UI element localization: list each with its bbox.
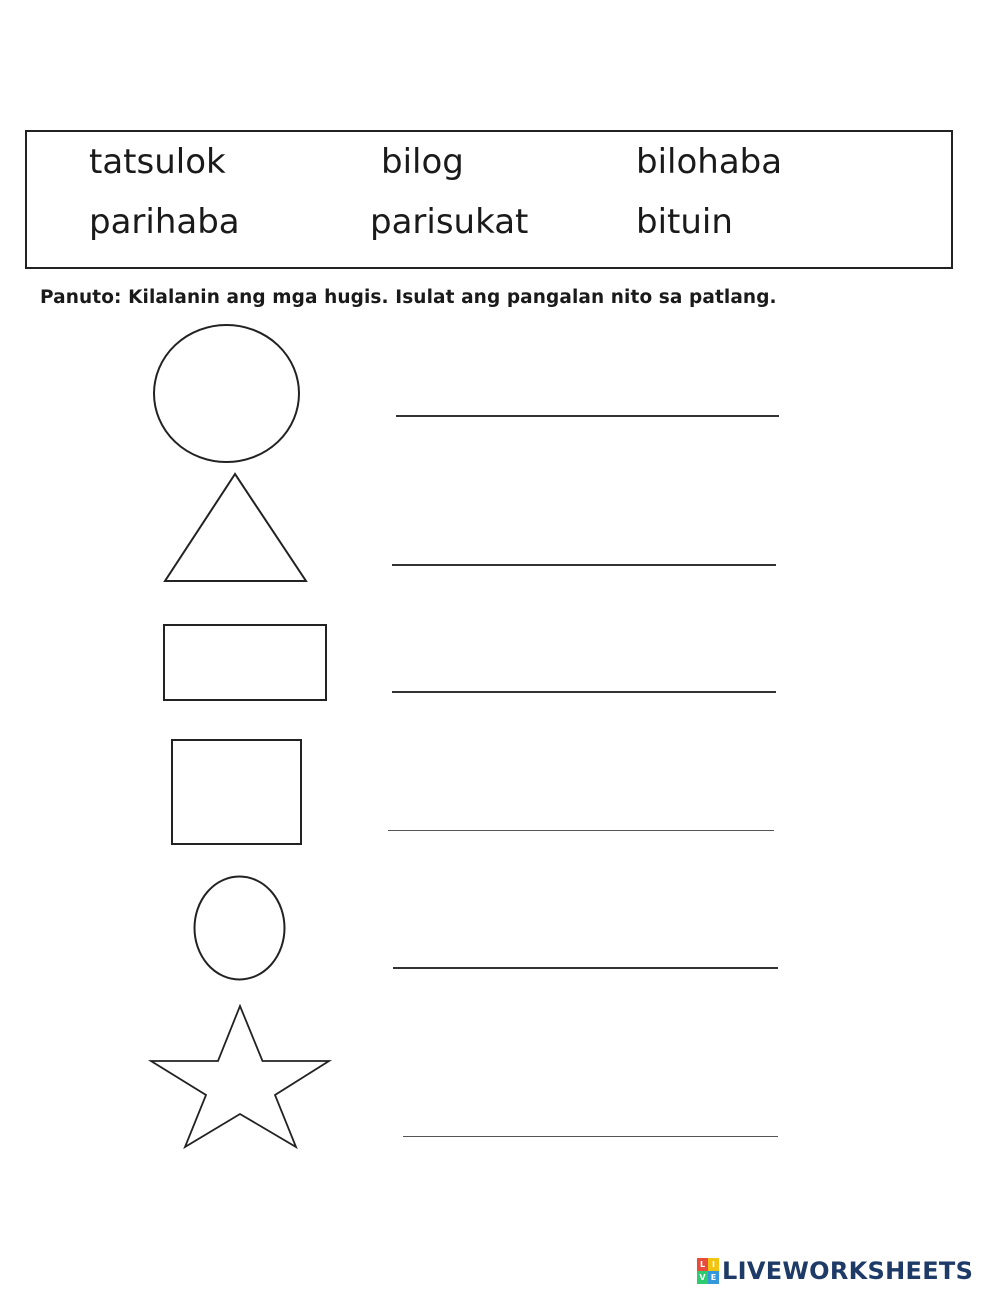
word-bank-word-parihaba: parihaba	[89, 202, 240, 242]
star-shape-icon	[151, 1006, 329, 1147]
oval-shape-icon	[195, 877, 285, 980]
liveworksheets-brand	[697, 1253, 973, 1289]
word-bank-word-tatsulok: tatsulok	[89, 142, 226, 182]
answer-line-2[interactable]	[392, 564, 776, 566]
instruction-text: Panuto: Kilalanin ang mga hugis. Isulat ang pangalan nito sa patlang.	[40, 287, 777, 308]
square-shape-icon	[172, 740, 301, 844]
word-bank-word-bilog: bilog	[381, 142, 464, 182]
answer-line-1[interactable]	[396, 415, 779, 417]
rectangle-shape-icon	[164, 625, 326, 700]
answer-line-4[interactable]	[388, 830, 774, 831]
answer-line-5[interactable]	[393, 967, 778, 969]
liveworksheets-logo-icon	[697, 1258, 719, 1284]
answer-line-6[interactable]	[403, 1136, 778, 1137]
logo-letter-e: E	[708, 1271, 719, 1284]
word-bank-word-bituin: bituin	[636, 202, 733, 242]
brand-name: LIVEWORKSHEETS	[722, 1257, 974, 1285]
word-bank-word-bilohaba: bilohaba	[636, 142, 783, 182]
word-bank-word-parisukat: parisukat	[370, 202, 529, 242]
logo-letter-v: V	[697, 1271, 708, 1284]
logo-letter-i: I	[708, 1258, 719, 1271]
logo-letter-l: L	[697, 1258, 708, 1271]
triangle-shape-icon	[165, 474, 306, 581]
answer-line-3[interactable]	[392, 691, 776, 693]
circle-shape-icon	[154, 325, 299, 462]
